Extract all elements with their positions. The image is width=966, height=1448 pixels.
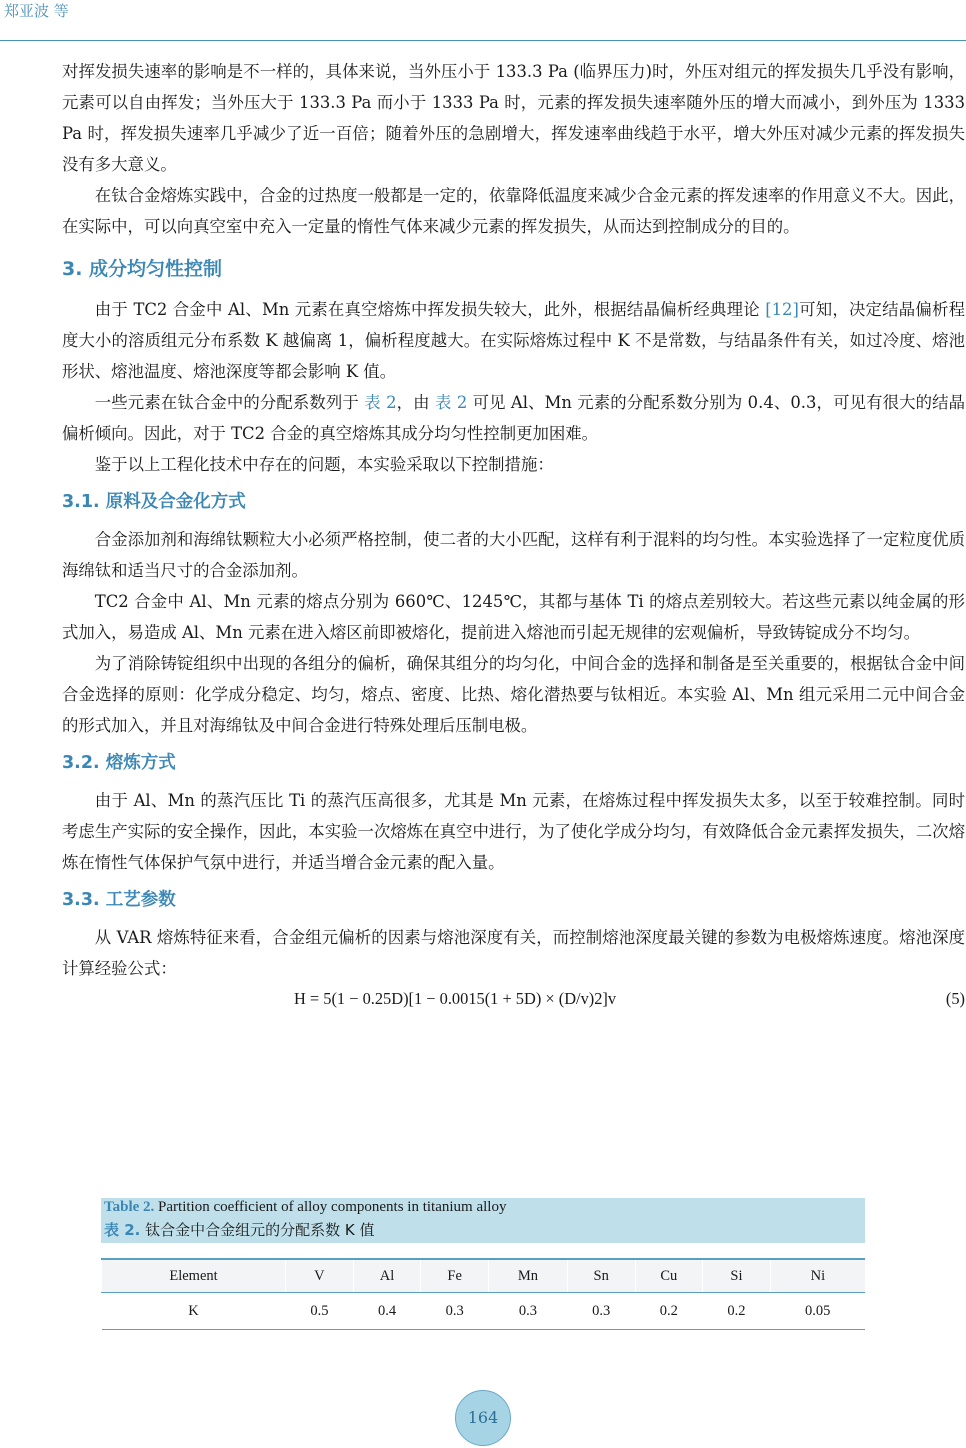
table-cell: 0.3 [488,1293,567,1330]
column-header: Cu [635,1259,703,1293]
column-header: Element [102,1259,286,1293]
equation-number: (5) [945,989,965,1008]
paragraph: 从 VAR 熔炼特征来看，合金组元偏析的因素与熔池深度有关，而控制熔池深度最关键的参数为电极熔炼速度。熔池深度计算经验公式： [62,928,965,978]
table-cell: K [102,1293,286,1330]
paragraph: 在钛合金熔炼实践中，合金的过热度一般都是一定的，依靠降低温度来减少合金元素的挥发速率的作用意义不大。因此，在实际中，可以向真空室中充入一定量的惰性气体来减少元素的挥发损失，从而达到控制成分的目的。 [62,186,965,236]
column-header: Si [703,1259,771,1293]
paragraph [62,294,965,387]
table-cell: 0.2 [635,1293,703,1330]
subsection-heading: 3.2. 熔炼方式 [62,753,176,773]
column-header: Fe [421,1259,489,1293]
table-caption-english [104,1199,506,1216]
text-run: 可知，决定结晶偏析程度大小的溶质组元分布系数 K 越偏离 1，偏析程度越大。在实际熔炼过程中 K 不是常数，与结晶条件有关，如过冷度、熔池形状、熔池温度、熔池深度等都会影响 K 值。 [62,300,965,381]
caption-label: Table 2. [104,1199,155,1215]
table-cell: 0.4 [353,1293,421,1330]
section-heading: 3. 成分均匀性控制 [62,258,223,280]
subsection-heading: 3.1. 原料及合金化方式 [62,492,246,512]
paragraph [62,387,965,449]
table-caption-chinese [104,1219,375,1240]
text-run: 由于 TC2 合金中 Al、Mn 元素在真空熔炼中挥发损失较大，此外，根据结晶偏析经典理论 [94,300,766,319]
text-run: 一些元素在钛合金中的分配系数列于 [94,393,365,412]
table-link[interactable]: 表 2 [364,393,397,412]
table-link[interactable]: 表 2 [434,393,468,412]
table-cell: 0.3 [421,1293,489,1330]
column-header: Ni [770,1259,865,1293]
running-header-author: 郑亚波 等 [4,2,69,20]
paragraph: 合金添加剂和海绵钛颗粒大小必须严格控制，使二者的大小匹配，这样有利于混料的均匀性。本实验选择了一定粒度优质海绵钛和适当尺寸的合金添加剂。 [62,530,965,580]
text-run: ，由 [396,393,435,412]
paragraph: 对挥发损失速率的影响是不一样的，具体来说，当外压小于 133.3 Pa (临界压力)时，外压对组元的挥发损失几乎没有影响，元素可以自由挥发；当外压大于 133.3 Pa 而小于 1333 Pa 时，元素的挥发损失速率随外压的增大而减小，到外压为 1333 Pa 时，挥发损失速率几乎减少了近一百倍；随着外压的急剧增大，挥发速率曲线趋于水平，增大外压对减少元素的挥发损失没有多大意义。 [62,62,965,174]
table-row [102,1293,866,1330]
paragraph: 为了消除铸锭组织中出现的各组分的偏析，确保其组分的均匀化，中间合金的选择和制备是至关重要的，根据钛合金中间合金选择的原则：化学成分稳定、均匀，熔点、密度、比热、熔化潜热要与钛相近。本实验 Al、Mn 组元采用二元中间合金的形式加入，并且对海绵钛及中间合金进行特殊处理后压制电极。 [62,654,965,735]
reference-link[interactable]: [12] [765,300,799,319]
partition-coefficient-table [101,1258,865,1330]
paragraph: 鉴于以上工程化技术中存在的问题，本实验采取以下控制措施： [94,455,554,474]
subsection-heading: 3.3. 工艺参数 [62,890,176,910]
table-cell: 0.2 [703,1293,771,1330]
table-caption [101,1198,865,1243]
equation: H = 5(1 − 0.25D)[1 − 0.0015(1 + 5D) × (D/v)2]v [294,989,617,1008]
caption-label: 表 2. [104,1221,141,1239]
caption-text: Partition coefficient of alloy components in titanium alloy [154,1199,507,1215]
table-cell: 0.3 [567,1293,635,1330]
table-cell: 0.5 [286,1293,354,1330]
column-header: V [286,1259,354,1293]
column-header: Sn [567,1259,635,1293]
article-body [62,56,965,1014]
column-header: Mn [488,1259,567,1293]
equation-row [62,984,965,1014]
paragraph: TC2 合金中 Al、Mn 元素的熔点分别为 660℃、1245℃，其都与基体 Ti 的熔点差别较大。若这些元素以纯金属的形式加入，易造成 Al、Mn 元素在进入熔区前即被熔化，提前进入熔池而引起无规律的宏观偏析，导致铸锭成分不均匀。 [62,592,965,642]
paragraph: 由于 Al、Mn 的蒸汽压比 Ti 的蒸汽压高很多，尤其是 Mn 元素，在熔炼过程中挥发损失太多，以至于较难控制。同时考虑生产实际的安全操作，因此，本实验一次熔炼在真空中进行，为了使化学成分均匀，有效降低合金元素挥发损失，二次熔炼在惰性气体保护气氛中进行，并适当增合金元素的配入量。 [62,791,965,872]
header-divider [0,40,966,41]
column-header: Al [353,1259,421,1293]
page-number-badge: 164 [455,1390,511,1446]
table-cell: 0.05 [770,1293,865,1330]
table-header-row [102,1259,866,1293]
text-run: 可见 Al、Mn 元素的分配系数分别为 0.4、0.3，可见有很大的结晶偏析倾向。因此，对于 TC2 合金的真空熔炼其成分均匀性控制更加困难。 [62,393,966,443]
caption-text: 钛合金中合金组元的分配系数 K 值 [140,1221,375,1239]
